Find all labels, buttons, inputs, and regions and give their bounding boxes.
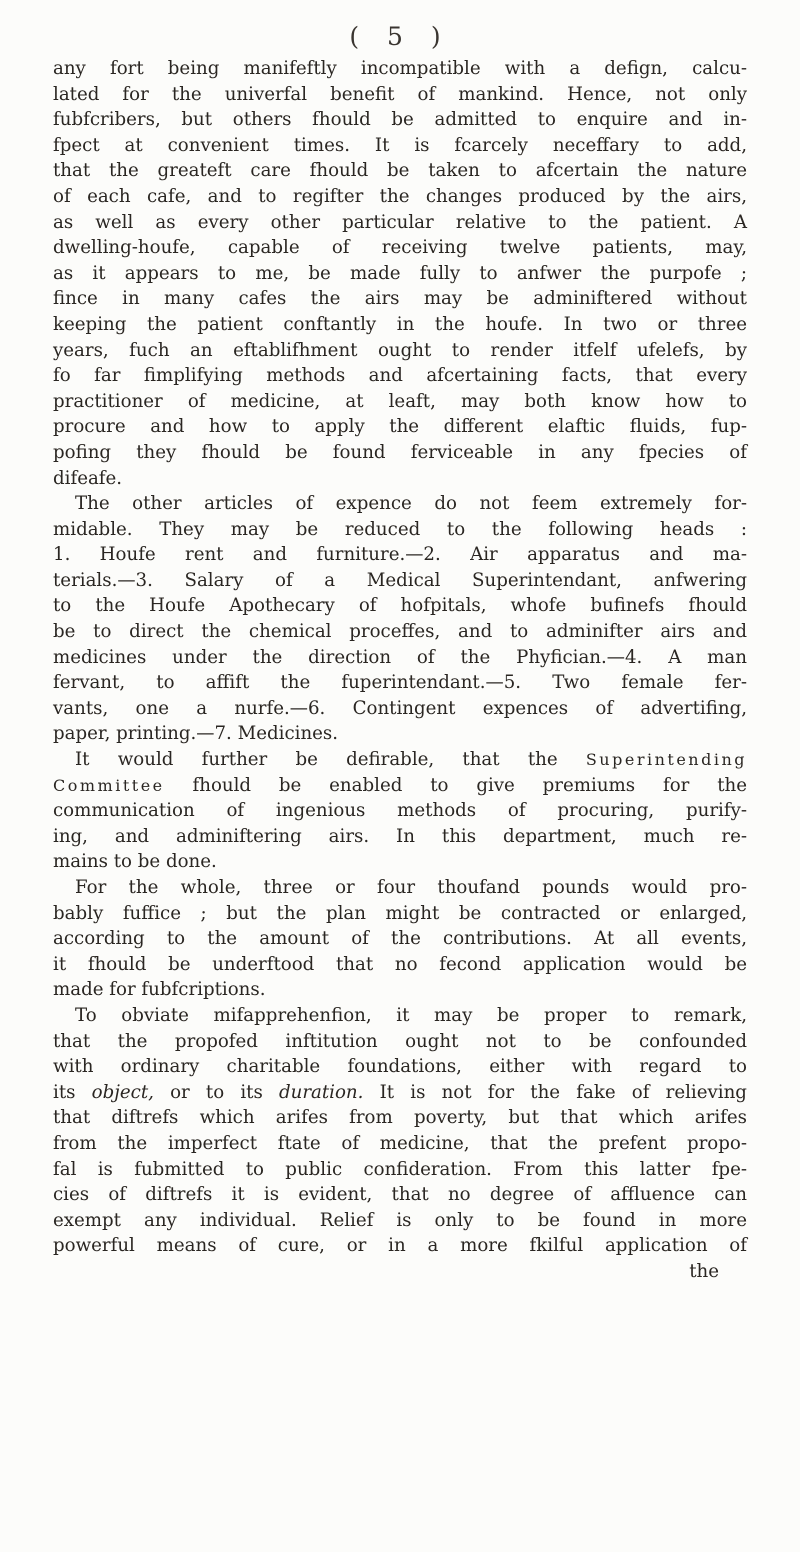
page-number: ( 5 )	[349, 22, 451, 51]
text-line: as well as every other particular relative to the patient. A	[53, 211, 747, 233]
text-line: years, fuch an eftablifhment ought to render itfelf ufelefs, by	[53, 339, 747, 361]
text-line: powerful means of cure, or in a more fkilful application of	[53, 1235, 747, 1257]
italic-text: duration.	[278, 1081, 364, 1103]
text-line: medicines under the direction of the Phyfician.—4. A man	[53, 646, 747, 668]
text-fragment: It would further be defirable, that the	[75, 749, 558, 771]
text-fragment: It is not for the fake of relieving	[379, 1081, 747, 1103]
text-line: as it appears to me, be made fully to anfwer the purpofe ;	[53, 262, 747, 284]
text-line: difeafe.	[53, 467, 123, 489]
small-caps-text: Committee	[53, 775, 165, 795]
text-line: fubfcribers, but others fhould be admitted to enquire and in-	[53, 109, 747, 131]
paragraph-start-line	[53, 747, 747, 773]
italic-text: object,	[91, 1081, 154, 1103]
text-line: lated for the univerfal benefit of mankind. Hence, not only	[53, 83, 747, 105]
text-line: terials.—3. Salary of a Medical Superintendant, anfwering	[53, 569, 747, 591]
paragraph-start-line: The other articles of expence do not feem extremely for-	[75, 493, 747, 515]
text-line: be to direct the chemical proceffes, and to adminifter airs and	[53, 621, 747, 643]
text-line: fpect at convenient times. It is fcarcely neceffary to add,	[53, 134, 747, 156]
text-fragment: its	[53, 1081, 76, 1103]
text-line: with ordinary charitable foundations, either with regard to	[53, 1056, 747, 1078]
text-line: cies of diftrefs it is evident, that no degree of affluence can	[53, 1184, 747, 1206]
catchword: the	[689, 1260, 719, 1282]
text-line: fo far fimplifying methods and afcertaining facts, that every	[53, 365, 747, 387]
text-line: that diftrefs which arifes from poverty, but that which arifes	[53, 1107, 747, 1129]
text-line: ing, and adminiftering airs. In this department, much re-	[53, 825, 747, 847]
text-line: mains to be done.	[53, 851, 217, 873]
text-line: procure and how to apply the different elaftic fluids, fup-	[53, 416, 747, 438]
body-text	[53, 56, 747, 1285]
text-line: vants, one a nurfe.—6. Contingent expences of advertifing,	[53, 697, 747, 719]
text-line: fince in many cafes the airs may be adminiftered without	[53, 288, 747, 310]
text-line: made for fubfcriptions.	[53, 979, 266, 1001]
text-line: that the propofed inftitution ought not to be confounded	[53, 1030, 747, 1052]
paragraph-start-line: To obviate mifapprehenfion, it may be proper to remark,	[75, 1004, 747, 1026]
text-line: bably fuffice ; but the plan might be contracted or enlarged,	[53, 902, 747, 924]
text-fragment: fhould be enabled to give premiums for the	[192, 774, 747, 796]
text-line: midable. They may be reduced to the following heads :	[53, 518, 747, 540]
text-line: any fort being manifeftly incompatible with a defign, calcu-	[53, 58, 747, 79]
text-line: according to the amount of the contributions. At all events,	[53, 928, 747, 950]
text-line: of each cafe, and to regifter the changes produced by the airs,	[53, 185, 747, 207]
text-fragment: or to its	[170, 1081, 263, 1103]
text-line: that the greateft care fhould be taken to afcertain the nature	[53, 160, 747, 182]
small-caps-text: Superintending	[585, 750, 747, 770]
text-line: from the imperfect ftate of medicine, that the prefent propo-	[53, 1132, 747, 1154]
text-line: fal is fubmitted to public confideration. From this latter fpe-	[53, 1158, 747, 1180]
text-line: it fhould be underftood that no fecond application would be	[53, 953, 747, 975]
text-line: pofing they fhould be found ferviceable in any fpecies of	[53, 441, 747, 463]
text-line: 1. Houfe rent and furniture.—2. Air apparatus and ma-	[53, 544, 747, 566]
text-line: paper, printing.—7. Medicines.	[53, 723, 339, 745]
text-line: keeping the patient conftantly in the houfe. In two or three	[53, 313, 747, 335]
text-line: fervant, to affift the fuperintendant.—5. Two female fer-	[53, 672, 747, 694]
text-line: practitioner of medicine, at leaft, may both know how to	[53, 390, 747, 412]
paragraph-start-line: For the whole, three or four thoufand pounds would pro-	[75, 877, 747, 898]
text-line: dwelling-houfe, capable of receiving twelve patients, may,	[53, 237, 747, 259]
text-line: communication of ingenious methods of procuring, purify-	[53, 800, 747, 822]
text-line	[53, 773, 747, 799]
text-line	[53, 1080, 747, 1106]
text-line: to the Houfe Apothecary of hofpitals, whofe bufinefs fhould	[53, 595, 747, 617]
text-line: exempt any individual. Relief is only to be found in more	[53, 1209, 747, 1231]
